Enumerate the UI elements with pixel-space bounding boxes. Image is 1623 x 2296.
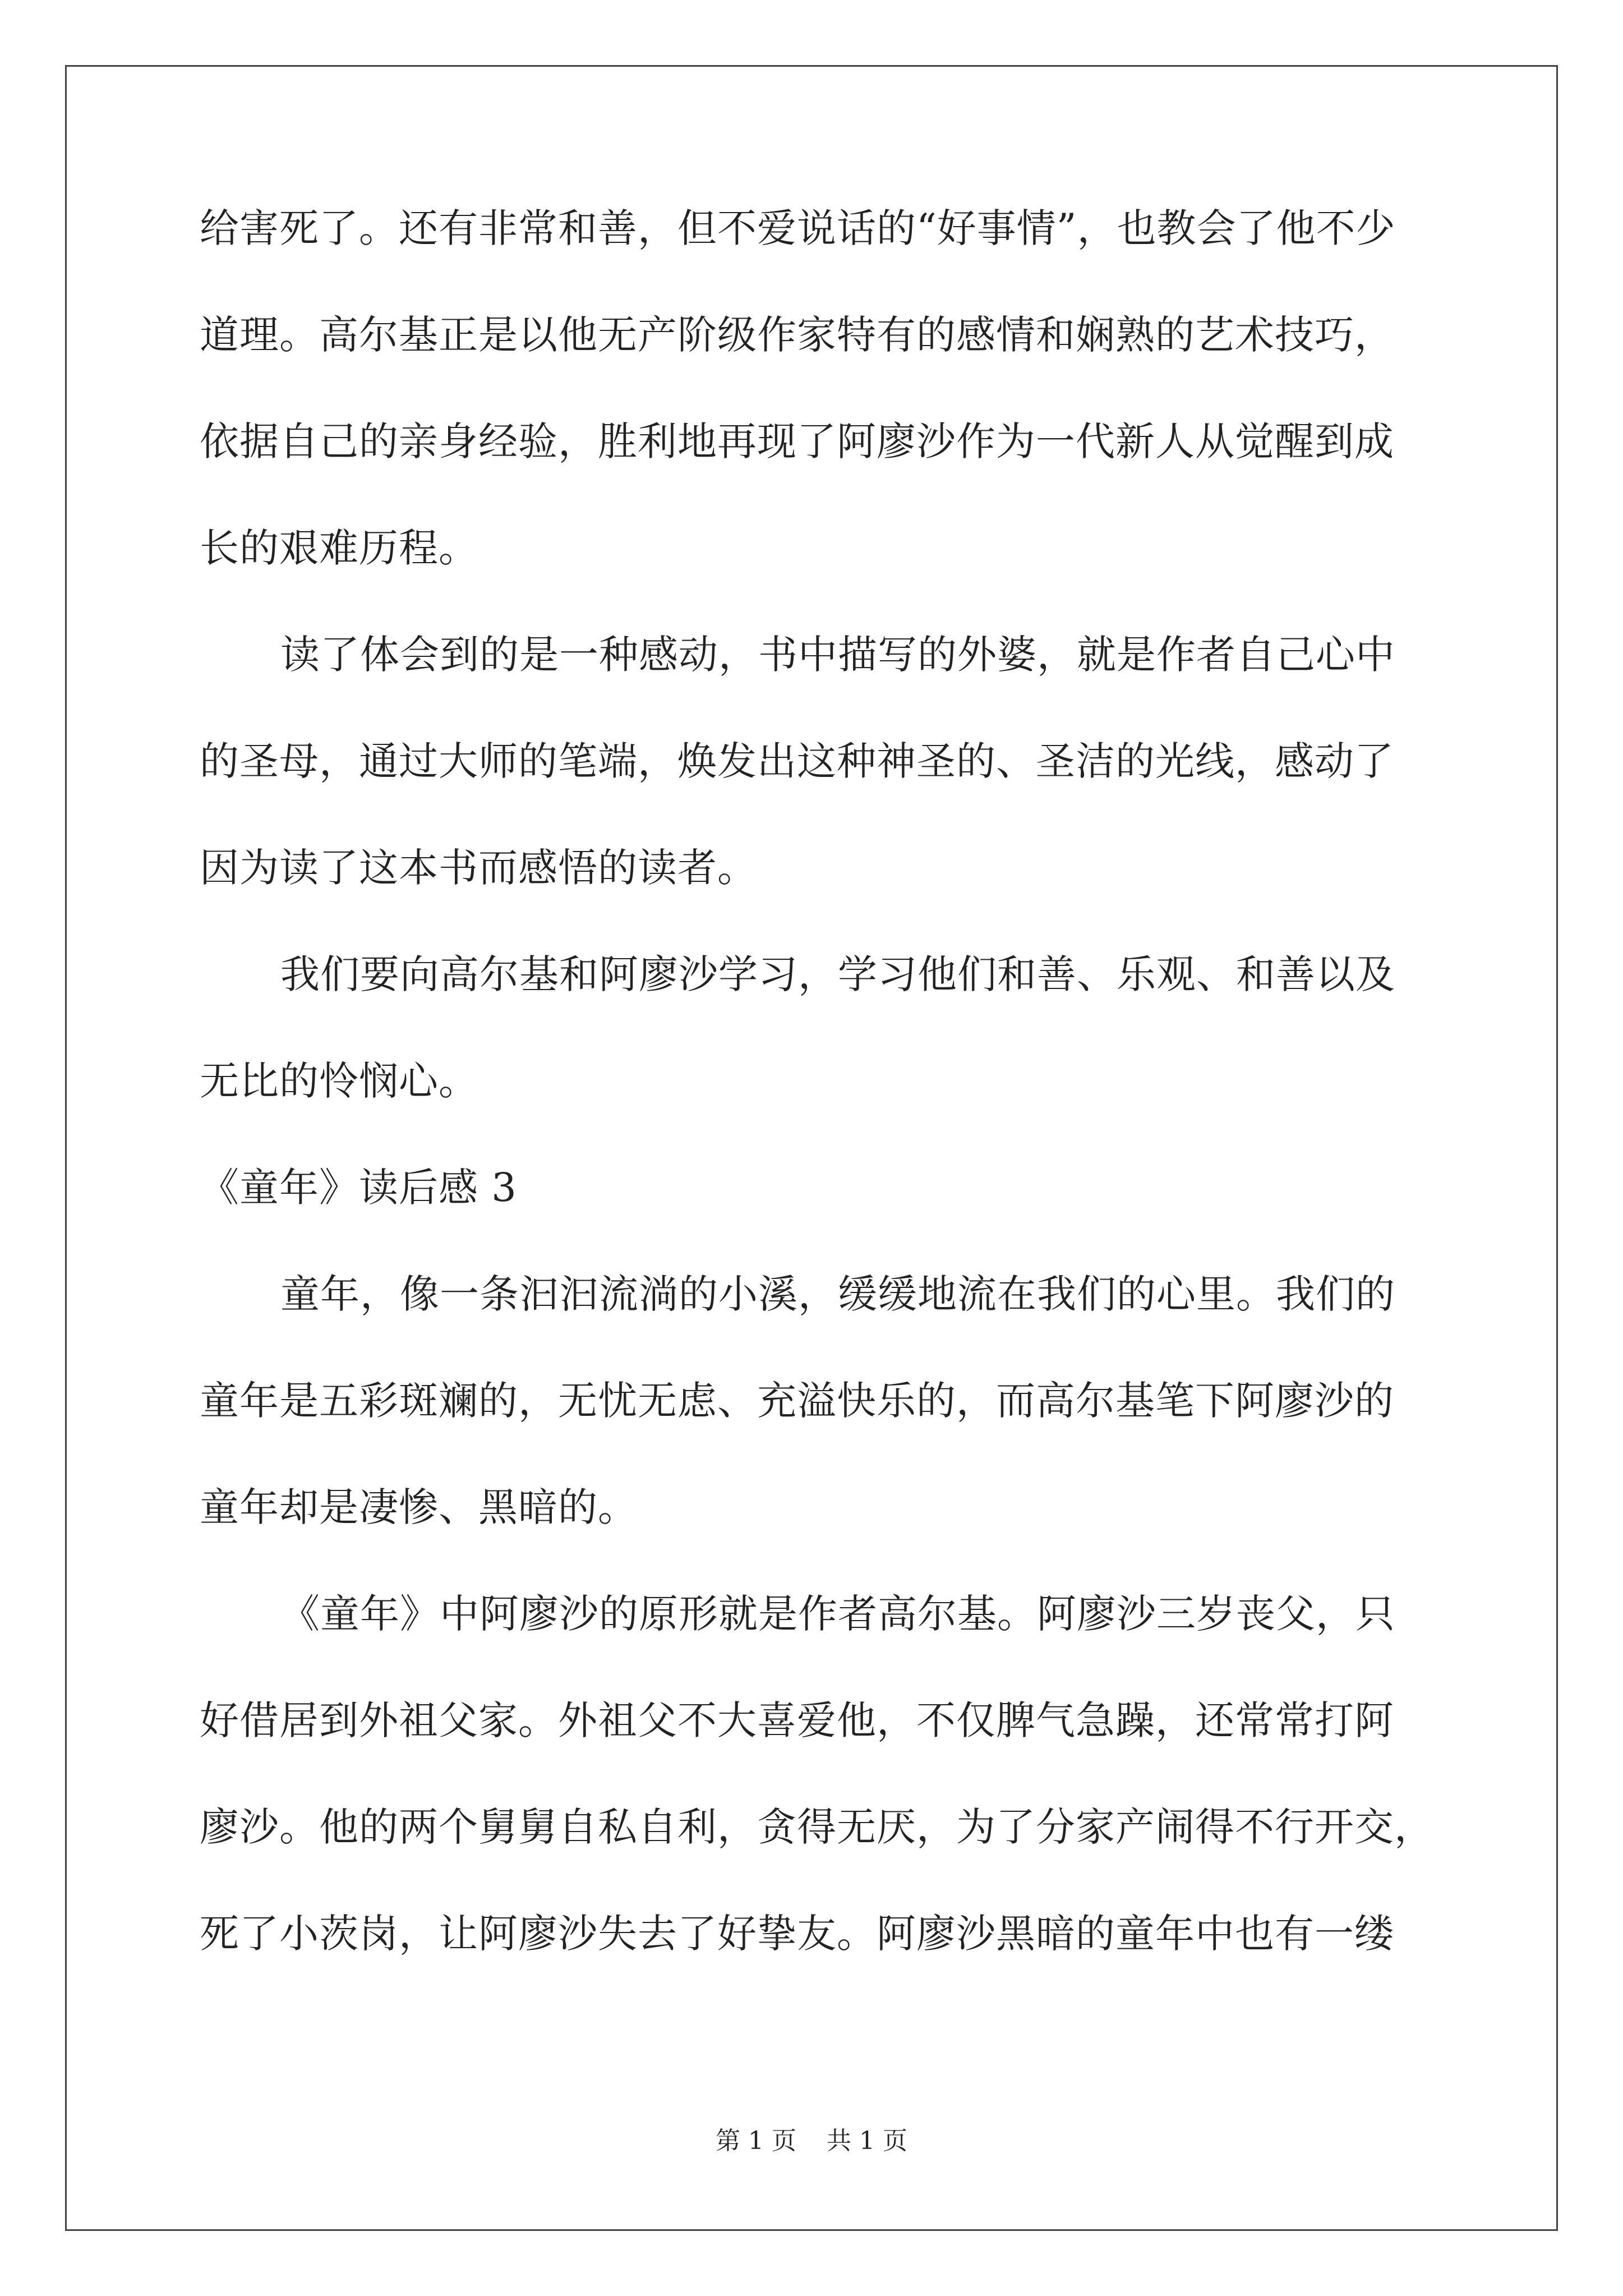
text-line: 死了小茨岗，让阿廖沙失去了好挚友。阿廖沙黑暗的童年中也有一缕	[200, 1911, 1394, 1957]
section-heading: 《童年》读后感 3	[200, 1165, 517, 1211]
page-footer	[0, 2127, 1623, 2155]
text-line: 道理。高尔基正是以他无产阶级作家特有的感情和娴熟的艺术技巧，	[200, 312, 1394, 358]
text-line: 童年是五彩斑斓的，无忧无虑、充溢快乐的，而高尔基笔下阿廖沙的	[200, 1378, 1394, 1424]
text-line: 好借居到外祖父家。外祖父不大喜爱他，不仅脾气急躁，还常常打阿	[200, 1697, 1394, 1743]
text-line: 因为读了这本书而感悟的读者。	[200, 845, 757, 891]
page-total: 共 1 页	[827, 2127, 907, 2155]
page-number: 第 1 页	[716, 2127, 796, 2155]
text-line: 依据自己的亲身经验，胜利地再现了阿廖沙作为一代新人从觉醒到成	[200, 418, 1394, 464]
paragraph-first-line: 读了体会到的是一种感动，书中描写的外婆，就是作者自己心中	[280, 632, 1395, 678]
text-line: 的圣母，通过大师的笔端，焕发出这种神圣的、圣洁的光线，感动了	[200, 738, 1394, 784]
text-line: 长的艰难历程。	[200, 525, 478, 571]
text-line: 给害死了。还有非常和善，但不爱说话的“好事情”，也教会了他不少	[200, 205, 1396, 251]
document-body	[200, 205, 1434, 2021]
text-line: 童年却是凄惨、黑暗的。	[200, 1484, 638, 1530]
paragraph-first-line: 童年，像一条汩汩流淌的小溪，缓缓地流在我们的心里。我们的	[280, 1271, 1395, 1317]
paragraph-first-line: 我们要向高尔基和阿廖沙学习，学习他们和善、乐观、和善以及	[280, 951, 1395, 997]
paragraph-first-line: 《童年》中阿廖沙的原形就是作者高尔基。阿廖沙三岁丧父，只	[280, 1591, 1395, 1637]
text-line: 无比的怜悯心。	[200, 1058, 478, 1104]
text-line: 廖沙。他的两个舅舅自私自利，贪得无厌，为了分家产闹得不行开交，	[200, 1804, 1434, 1850]
